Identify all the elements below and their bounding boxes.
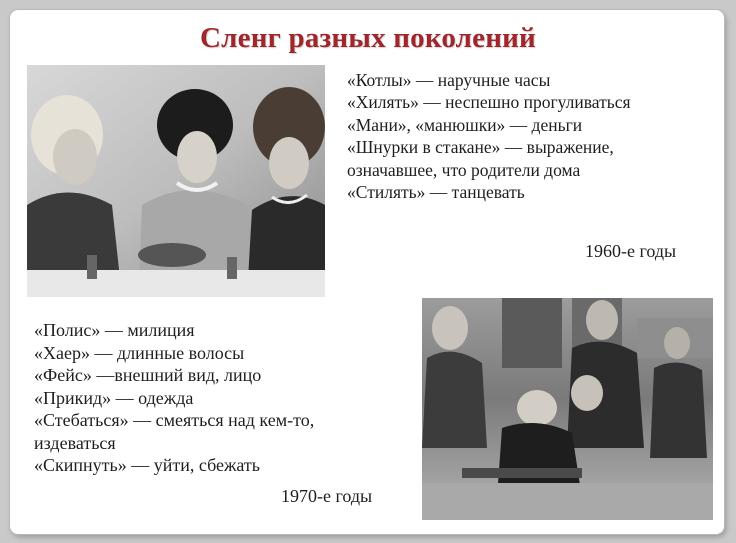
photo-1970s-youth (422, 298, 713, 520)
slang-item: издеваться (34, 432, 116, 453)
slang-item: «Котлы» — наручные часы (347, 70, 551, 90)
slang-item: «Стебаться» — смеяться над кем-то, (34, 410, 315, 430)
slide-title: Сленг разных поколений (200, 22, 536, 54)
slang-item: «Стилять» — танцевать (347, 182, 525, 203)
era-label-1960s: 1960-е годы (585, 241, 677, 261)
era-label-1970s: 1970-е годы (281, 486, 373, 506)
photo-1960s-women (27, 65, 325, 297)
slang-item: «Шнурки в стакане» — выражение, (347, 137, 614, 158)
slang-item: означавшее, что родители дома (347, 159, 581, 180)
slang-item: «Фейс» —внешний вид, лицо (34, 365, 262, 385)
slang-item: «Полис» — милиция (34, 320, 195, 340)
slang-item: «Прикид» — одежда (34, 387, 194, 408)
slang-item: «Хаер» — длинные волосы (34, 342, 245, 363)
slang-list-1960s (347, 69, 727, 203)
slang-item: «Хилять» — неспешно прогуливаться (347, 92, 631, 113)
slang-item: «Скипнуть» — уйти, сбежать (34, 455, 261, 475)
slang-list-1970s (34, 319, 414, 477)
slang-item: «Мани», «манюшки» — деньги (347, 114, 583, 135)
